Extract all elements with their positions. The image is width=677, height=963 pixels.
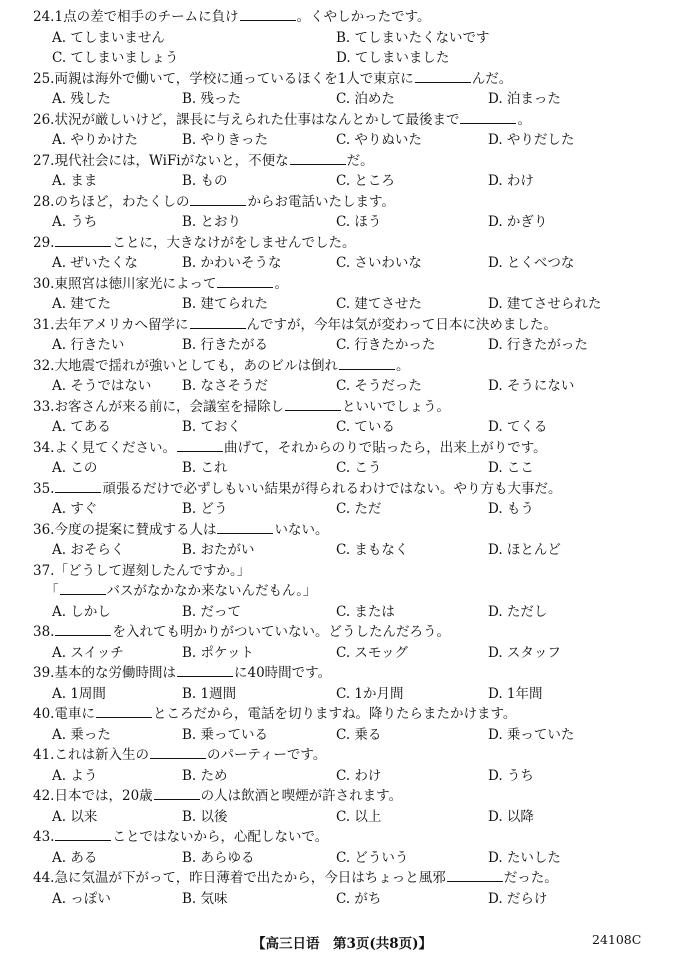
answer-option: B. おたがい [182, 542, 255, 558]
answer-option: A. 乗った [52, 726, 111, 743]
exam-code: 24108C [592, 932, 642, 947]
question-item [0, 622, 677, 663]
question-number: 31. [33, 316, 55, 333]
answer-option: A. 以来 [52, 808, 98, 825]
option-row [0, 602, 677, 623]
answer-option: D. ここ [488, 460, 534, 476]
question-stem [0, 192, 677, 213]
question-stem [0, 520, 677, 541]
question-text-before-blank: 1点の差で相手のチームに負け [54, 9, 239, 25]
answer-option: D. そうにない [488, 378, 575, 394]
question-number: 35. [33, 480, 55, 497]
option-row [0, 848, 677, 869]
option-row [0, 335, 677, 356]
answer-option: D. うち [488, 767, 534, 784]
answer-option: D. 建てさせられた [488, 296, 602, 312]
answer-option: C. 1か月間 [336, 685, 404, 702]
question-number: 37. [33, 562, 55, 579]
question-stem [0, 274, 677, 295]
question-list [0, 7, 677, 909]
answer-option: D. ほとんど [488, 542, 561, 558]
question-item [0, 315, 677, 356]
answer-option: B. 気味 [182, 890, 228, 907]
option-row [0, 294, 677, 315]
answer-option: D. たいした [488, 849, 561, 866]
question-stem [0, 7, 677, 28]
answer-option: C. ほう [336, 214, 382, 230]
answer-option: C. ている [336, 419, 395, 435]
question-text-after-blank: からお電話いたします。 [247, 193, 395, 210]
question-text-before-blank: 状況が厳しいけど，課長に与えられた仕事はなんとかして最後まで [54, 111, 460, 128]
question-item [0, 704, 677, 745]
question-text-before-blank: 日本では，20歳 [54, 788, 153, 804]
answer-option: B. かわいそうな [182, 255, 282, 271]
question-text-after-blank: の人は飲酒と喫煙が許されます。 [200, 788, 403, 804]
answer-option: A. ある [52, 849, 98, 866]
question-number: 43. [33, 829, 55, 845]
question-stem [0, 356, 677, 377]
answer-option: C. 泊めた [336, 91, 395, 107]
answer-blank [217, 521, 273, 534]
answer-blank [55, 234, 111, 247]
question-item [0, 151, 677, 192]
option-row [0, 766, 677, 787]
answer-option: C. がち [336, 890, 382, 907]
option-row [0, 376, 677, 397]
option-row [0, 212, 677, 233]
question-text-after-blank: を入れても明かりがついていない。どうしたんだろう。 [112, 624, 450, 640]
option-row [0, 130, 677, 151]
question-text-before-blank: お客さんが来る前に，会議室を掃除し [54, 398, 284, 415]
question-stem [0, 233, 677, 254]
question-stem [0, 827, 677, 848]
question-number: 24. [33, 9, 55, 25]
question-item [0, 786, 677, 827]
footer-title: 【高三日语 第3页(共8页)】 [252, 936, 433, 952]
question-text-after-blank: 曲げて，それからのりで貼ったら，出来上がりです。 [223, 439, 547, 456]
answer-option: C. ただ [336, 501, 382, 517]
question-number: 42. [33, 788, 55, 804]
question-item [0, 69, 677, 110]
answer-option: C. 以上 [336, 808, 382, 825]
answer-option: A. てある [52, 419, 111, 435]
question-item [0, 274, 677, 315]
answer-blank [447, 869, 503, 882]
answer-option: B. ておく [182, 419, 242, 435]
option-row [0, 643, 677, 664]
option-row [0, 89, 677, 110]
question-text-after-blank: 。 [274, 275, 288, 292]
answer-option: B. とおり [182, 214, 242, 230]
question-stem [0, 745, 677, 766]
question-text-before-blank: 現代社会には，WiFiがないと，不便な [54, 152, 289, 169]
question-number: 26. [33, 111, 55, 128]
question-text-before-blank: 両親は海外で働いて，学校に通っているほくを1人で東京に [54, 70, 414, 87]
answer-option: A. よう [52, 767, 98, 784]
answer-blank [60, 582, 106, 595]
question-item [0, 745, 677, 786]
answer-option: C. または [336, 603, 395, 620]
answer-option: D. 以降 [488, 808, 534, 825]
question-item [0, 233, 677, 274]
question-text-after-blank: だった。 [503, 870, 558, 886]
question-item [0, 868, 677, 909]
answer-option: B. てしまいたくないです [336, 29, 490, 46]
question-text-after-blank: ところだから，電話を切りますね。降りたらまたかけます。 [152, 706, 517, 722]
option-row [0, 417, 677, 438]
answer-option: C. こう [336, 460, 382, 476]
question-text-before-blank: 去年アメリカへ留学に [54, 316, 189, 333]
answer-option: C. 建てさせた [336, 296, 422, 312]
question-text-after-blank: 頑張るだけで必ずしもいい結果が得られるわけではない。やり方も大事だ。 [102, 480, 562, 497]
option-row [0, 28, 677, 49]
answer-option: C. 行きたかった [336, 337, 436, 353]
answer-option: C. やりぬいた [336, 132, 422, 148]
answer-option: D. てしまいました [336, 50, 450, 66]
question-text-after-blank: 。 [517, 111, 531, 128]
answer-blank [177, 439, 223, 452]
answer-blank [285, 398, 341, 411]
question-text-after-blank: ことに，大きなけがをしませんでした。 [112, 234, 356, 251]
answer-option: B. どう [182, 501, 228, 517]
question-stem [0, 561, 677, 582]
question-item [0, 7, 677, 69]
page-footer [0, 932, 677, 952]
question-item [0, 827, 677, 868]
reply-text-after-blank: バスがなかなか来ないんだもん。」 [106, 583, 317, 599]
answer-option: D. だらけ [488, 890, 548, 907]
option-row [0, 807, 677, 828]
question-item [0, 110, 677, 151]
question-stem [0, 479, 677, 500]
answer-option: D. てくる [488, 419, 548, 435]
answer-option: D. わけ [488, 173, 534, 189]
answer-blank [217, 275, 273, 288]
answer-option: B. これ [182, 460, 228, 476]
answer-blank [190, 193, 246, 206]
answer-option: C. そうだった [336, 378, 422, 394]
answer-blank [96, 705, 152, 718]
question-text-after-blank: に40時間です。 [233, 665, 332, 681]
question-stem [0, 110, 677, 131]
question-text-after-blank: いない。 [274, 521, 329, 538]
option-row [0, 48, 677, 69]
question-number: 44. [33, 870, 55, 886]
question-item [0, 561, 677, 623]
answer-blank [55, 623, 111, 636]
answer-option: B. 行きたがる [182, 337, 269, 353]
question-stem [0, 438, 677, 459]
option-row [0, 725, 677, 746]
question-number: 32. [33, 357, 55, 374]
answer-option: C. まもなく [336, 542, 409, 558]
question-item [0, 356, 677, 397]
answer-option: A. そうではない [52, 378, 152, 394]
answer-blank [55, 480, 101, 493]
question-stem [0, 397, 677, 418]
question-number: 29. [33, 234, 55, 251]
question-text-after-blank: ことではないから，心配しないで。 [112, 829, 329, 845]
question-text-before-blank: 基本的な労働時間は [54, 665, 176, 681]
question-item [0, 192, 677, 233]
answer-blank [154, 787, 200, 800]
answer-option: D. やりだした [488, 132, 575, 148]
answer-option: A. 1周間 [52, 685, 106, 702]
question-stem [0, 622, 677, 643]
answer-option: B. なさそうだ [182, 378, 269, 394]
question-text-after-blank: 。 [395, 357, 410, 374]
answer-blank [460, 111, 516, 124]
question-stem [0, 663, 677, 684]
question-text-before-blank: 東照宮は徳川家光によって [54, 275, 217, 292]
question-stem [0, 151, 677, 172]
answer-blank [177, 664, 233, 677]
answer-option: D. ただし [488, 603, 548, 620]
question-item [0, 520, 677, 561]
question-text-before-blank: よく見てください。 [54, 439, 176, 456]
question-number: 25. [33, 70, 55, 87]
question-item [0, 479, 677, 520]
question-text-before-blank: 大地震で揺れが強いとしても，あのビルは倒れ [54, 357, 338, 374]
answer-blank [150, 746, 206, 759]
question-text-before-blank: のちほど，わたくしの [54, 193, 190, 210]
answer-blank [190, 316, 246, 329]
answer-option: A. ぜいたくな [52, 255, 138, 271]
answer-option: D. スタッフ [488, 644, 561, 661]
answer-blank [240, 8, 296, 21]
question-item [0, 397, 677, 438]
answer-option: C. スモッグ [336, 644, 409, 661]
question-number: 36. [33, 521, 55, 538]
answer-option: B. もの [182, 173, 228, 189]
answer-blank [55, 828, 111, 841]
answer-option: C. わけ [336, 767, 382, 784]
answer-option: C. ところ [336, 173, 395, 189]
question-number: 34. [33, 439, 55, 456]
question-text-after-blank: んだ。 [471, 70, 513, 87]
question-text-after-blank: のパーティーです。 [206, 747, 327, 763]
question-text-before-blank: 今度の提案に賛成する人は [54, 521, 217, 538]
answer-option: A. やりかけた [52, 132, 138, 148]
question-number: 38. [33, 624, 55, 640]
option-row [0, 499, 677, 520]
answer-option: D. かぎり [488, 214, 548, 230]
answer-option: A. すぐ [52, 501, 98, 517]
answer-option: B. ポケット [182, 644, 254, 661]
answer-option: A. 建てた [52, 296, 111, 312]
answer-blank [415, 70, 471, 83]
answer-option: A. 残した [52, 91, 111, 107]
question-number: 30. [33, 275, 55, 292]
question-stem [0, 786, 677, 807]
question-item [0, 438, 677, 479]
option-row [0, 458, 677, 479]
answer-option: A. てしまいません [52, 29, 165, 46]
answer-option: B. 乗っている [182, 726, 269, 743]
dialogue-reply [0, 581, 677, 602]
question-text-after-blank: だ。 [346, 152, 374, 169]
option-row [0, 684, 677, 705]
question-number: 27. [33, 152, 55, 169]
question-text-after-blank: 。くやしかったです。 [296, 9, 431, 25]
question-number: 39. [33, 665, 55, 681]
question-number: 28. [33, 193, 55, 210]
answer-option: A. この [52, 460, 98, 476]
question-number: 41. [33, 747, 55, 763]
answer-option: C. さいわいな [336, 255, 422, 271]
answer-option: A. っぽい [52, 890, 111, 907]
answer-option: B. だって [182, 603, 242, 620]
answer-option: D. 乗っていた [488, 726, 575, 743]
answer-option: D. 行きたがった [488, 337, 588, 353]
answer-option: D. とくべつな [488, 255, 575, 271]
answer-option: C. どういう [336, 849, 409, 866]
question-stem [0, 868, 677, 889]
question-number: 33. [33, 398, 55, 415]
question-text-before-blank: 電車に [54, 706, 95, 722]
answer-blank [290, 152, 346, 165]
question-text-before-blank: 急に気温が下がって，昨日薄着で出たから，今日はちょっと風邪 [54, 870, 446, 886]
question-text-after-blank: んですが，今年は気が変わって日本に決めました。 [246, 316, 557, 333]
answer-option: A. 行きたい [52, 337, 125, 353]
answer-option: D. 泊まった [488, 91, 561, 107]
question-text-after-blank: といいでしょう。 [341, 398, 450, 415]
answer-option: A. しかし [52, 603, 111, 620]
answer-option: B. 1週間 [182, 685, 237, 702]
reply-text-before-blank: 「 [45, 583, 59, 599]
option-row [0, 540, 677, 561]
question-item [0, 663, 677, 704]
answer-option: B. ため [182, 767, 228, 784]
question-stem [0, 315, 677, 336]
answer-option: B. 以後 [182, 808, 228, 825]
answer-option: B. あらゆる [182, 849, 255, 866]
question-number: 40. [33, 706, 55, 722]
question-stem [0, 704, 677, 725]
answer-option: B. 残った [182, 91, 242, 107]
question-text-before-blank: 「どうして遅刻したんですか。」 [54, 562, 251, 579]
question-stem [0, 69, 677, 90]
answer-option: A. まま [52, 173, 98, 189]
answer-option: C. 乗る [336, 726, 382, 743]
answer-option: C. てしまいましょう [52, 50, 179, 66]
answer-option: A. おそらく [52, 542, 125, 558]
option-row [0, 171, 677, 192]
answer-option: A. スイッチ [52, 644, 124, 661]
option-row [0, 253, 677, 274]
question-text-before-blank: これは新入生の [54, 747, 149, 763]
answer-option: D. もう [488, 501, 534, 517]
option-row [0, 889, 677, 910]
answer-blank [339, 357, 395, 370]
answer-option: B. 建てられた [182, 296, 269, 312]
answer-option: D. 1年間 [488, 685, 543, 702]
answer-option: B. やりきった [182, 132, 269, 148]
answer-option: A. うち [52, 214, 98, 230]
